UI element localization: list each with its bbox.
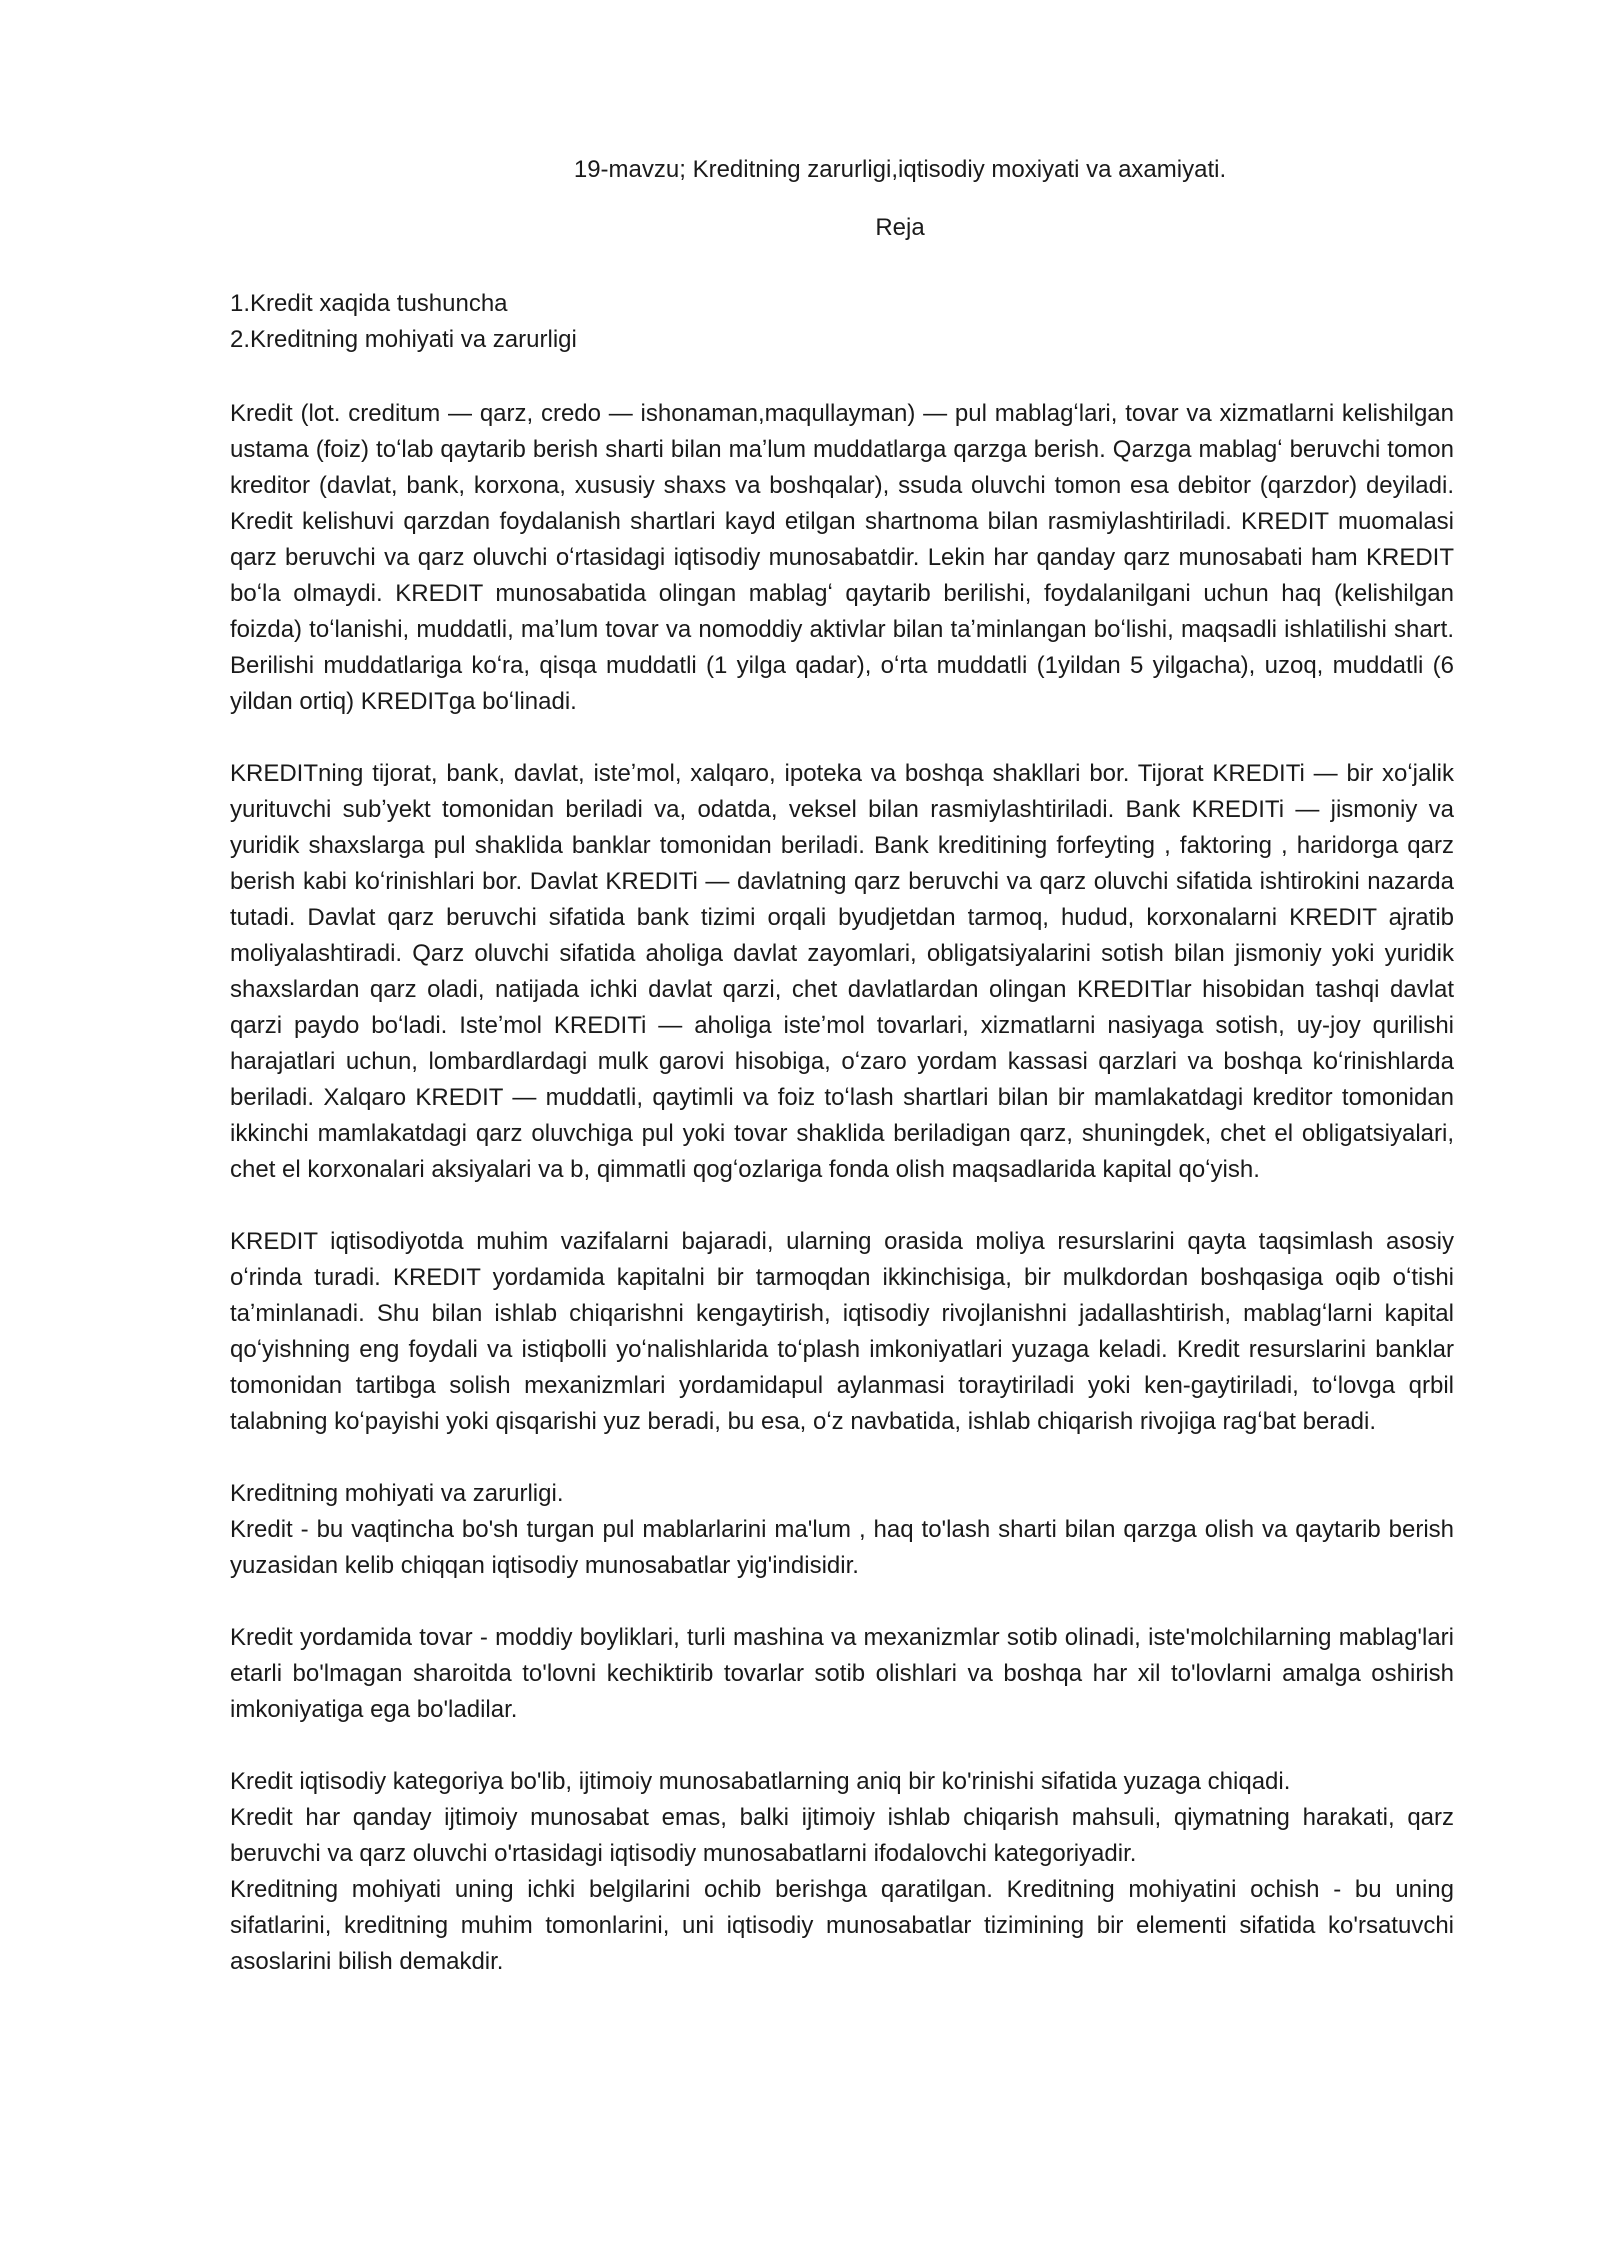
paragraph-credit-forms: KREDITning tijorat, bank, davlat, isteʼmol, xalqaro, ipoteka va boshqa shakllari bor. Tijorat KREDITi — bir xoʻjalik yurituvchi subʼyekt tomonidan beriladi va, odatda, veksel bilan rasmiylashtiriladi. Bank KREDITi — jismoniy va yuridik shaxslarga pul shaklida banklar tomonidan beriladi. Bank kreditining forfeyting , faktoring , haridorga qarz berish kabi koʻrinishlari bor. Davlat KREDITi — davlatning qarz beruvchi va qarz oluvchi sifatida ishtirokini nazarda tutadi. Davlat qarz beruvchi sifatida bank tizimi orqali byudjetdan tarmoq, hudud, korxonalarni KREDIT ajratib moliyalashtiradi. Qarz oluvchi sifatida aholiga davlat zayomlari, obligatsiyalarini sotish bilan jismoniy yoki yuridik shaxslardan qarz oladi, natijada ichki davlat qarzi, chet davlatlardan olingan KREDITlar hisobidan tashqi davlat qarzi paydo boʻladi. Isteʼmol KREDITi — aholiga isteʼmol tovarlari, xizmatlarni nasiyaga sotish, uy-joy qurilishi harajatlari uchun, lombardlardagi mulk garovi hisobiga, oʻzaro yordam kassasi qarzlari va boshqa koʻrinishlarda beriladi. Xalqaro KREDIT — muddatli, qaytimli va foiz toʻlash shartlari bilan bir mamlakatdagi kreditor tomonidan ikkinchi mamlakatdagi qarz oluvchiga pul yoki tovar shaklida beriladigan qarz, shuningdek, chet el obligatsiyalari, chet el korxonalari aksiyalari va b, qimmatli qogʻozlariga fonda olish maqsadlarida kapital qoʻyish. — [230, 760, 1454, 1183]
plan-item: 1.Kredit xaqida tushuncha — [230, 290, 508, 317]
document-title: 19-mavzu; Kreditning zarurligi,iqtisodiy moxiyati va axamiyati. — [573, 156, 1227, 183]
plan-item: 2.Kreditning mohiyati va zarurligi — [230, 326, 577, 353]
paragraph-credit-functions: KREDIT iqtisodiyotda muhim vazifalarni bajaradi, ularning orasida moliya resurslarini qayta taqsimlash asosiy oʻrinda turadi. KREDIT yordamida kapitalni bir tarmoqdan ikkinchisiga, bir mulkdordan boshqasiga oqib oʻtishi taʼminlanadi. Shu bilan ishlab chiqarishni kengaytirish, iqtisodiy rivojlanishni jadallashtirish, mablagʻlarni kapital qoʻyishning eng foydali va istiqbolli yoʻnalishlarida toʻplash imkoniyatlari yuzaga keladi. Kredit resurslarini banklar tomonidan tartibga solish mexanizmlari yordamidapul aylanmasi toraytiriladi yoki ken-gaytiriladi, toʻlovga qrbil talabning koʻpayishi yoki qisqarishi yuz beradi, bu esa, oʻz navbatida, ishlab chiqarish rivojiga ragʻbat beradi. — [230, 1228, 1454, 1435]
paragraph-definition: Kredit (lot. creditum — qarz, credo — ishonaman,maqullayman) — pul mablagʻlari, tovar va xizmatlarni kelishilgan ustama (foiz) toʻlab qaytarib berish sharti bilan maʼlum muddatlarga qarzga berish. Qarzga mablagʻ beruvchi tomon kreditor (davlat, bank, korxona, xususiy shaxs va boshqalar), ssuda oluvchi tomon esa debitor (qarzdor) deyiladi. Kredit kelishuvi qarzdan foydalanish shartlari kayd etilgan shartnoma bilan rasmiylashtiriladi. KREDIT muomalasi qarz beruvchi va qarz oluvchi oʻrtasidagi iqtisodiy munosabatdir. Lekin har qanday qarz munosabati ham KREDIT boʻla olmaydi. KREDIT munosabatida olingan mablagʻ qaytarib berilishi, foydalanilgani uchun haq (kelishilgan foizda) toʻlanishi, muddatli, maʼlum tovar va nomoddiy aktivlar bilan taʼminlangan boʻlishi, maqsadli ishlatilishi shart. Berilishi muddatlariga koʻra, qisqa muddatli (1 yilga qadar), oʻrta muddatli (1yildan 5 yilgacha), uzoq, muddatli (6 yildan ortiq) KREDITga boʻlinadi. — [230, 400, 1454, 715]
paragraph-economic-category: Kredit iqtisodiy kategoriya bo'lib, ijtimoiy munosabatlarning aniq bir ko'rinishi sifatida yuzaga chiqadi. — [230, 1768, 1291, 1795]
plan-heading: Reja — [875, 214, 925, 241]
paragraph-credit-usage: Kredit yordamida tovar - moddiy boyliklari, turli mashina va mexanizmlar sotib olinadi, iste'molchilarning mablag'lari etarli bo'lmagan sharoitda to'lovni kechiktirib tovarlar sotib olishlari va boshqa har xil to'lovlarni amalga oshirish imkoniyatiga ega bo'ladilar. — [230, 1624, 1454, 1723]
paragraph-nature: Kreditning mohiyati uning ichki belgilarini ochib berishga qaratilgan. Kreditning mohiyatini ochish - bu uning sifatlarini, kreditning muhim tomonlarini, uni iqtisodiy munosabatlar tizimining bir elementi sifatida ko'rsatuvchi asoslarini bilish demakdir. — [230, 1876, 1454, 1975]
paragraph-social-relation: Kredit har qanday ijtimoiy munosabat emas, balki ijtimoiy ishlab chiqarish mahsuli, qiymatning harakati, qarz beruvchi va qarz oluvchi o'rtasidagi iqtisodiy munosabatlarni ifodalovchi kategoriyadir. — [230, 1804, 1454, 1867]
plan-list — [230, 286, 1454, 358]
section-heading: Kreditning mohiyati va zarurligi. — [230, 1480, 564, 1507]
paragraph-credit-essence: Kredit - bu vaqtincha bo'sh turgan pul mablarlarini ma'lum , haq to'lash sharti bilan qarzga olish va qaytarib berish yuzasidan kelib chiqqan iqtisodiy munosabatlar yig'indisidir. — [230, 1516, 1454, 1579]
